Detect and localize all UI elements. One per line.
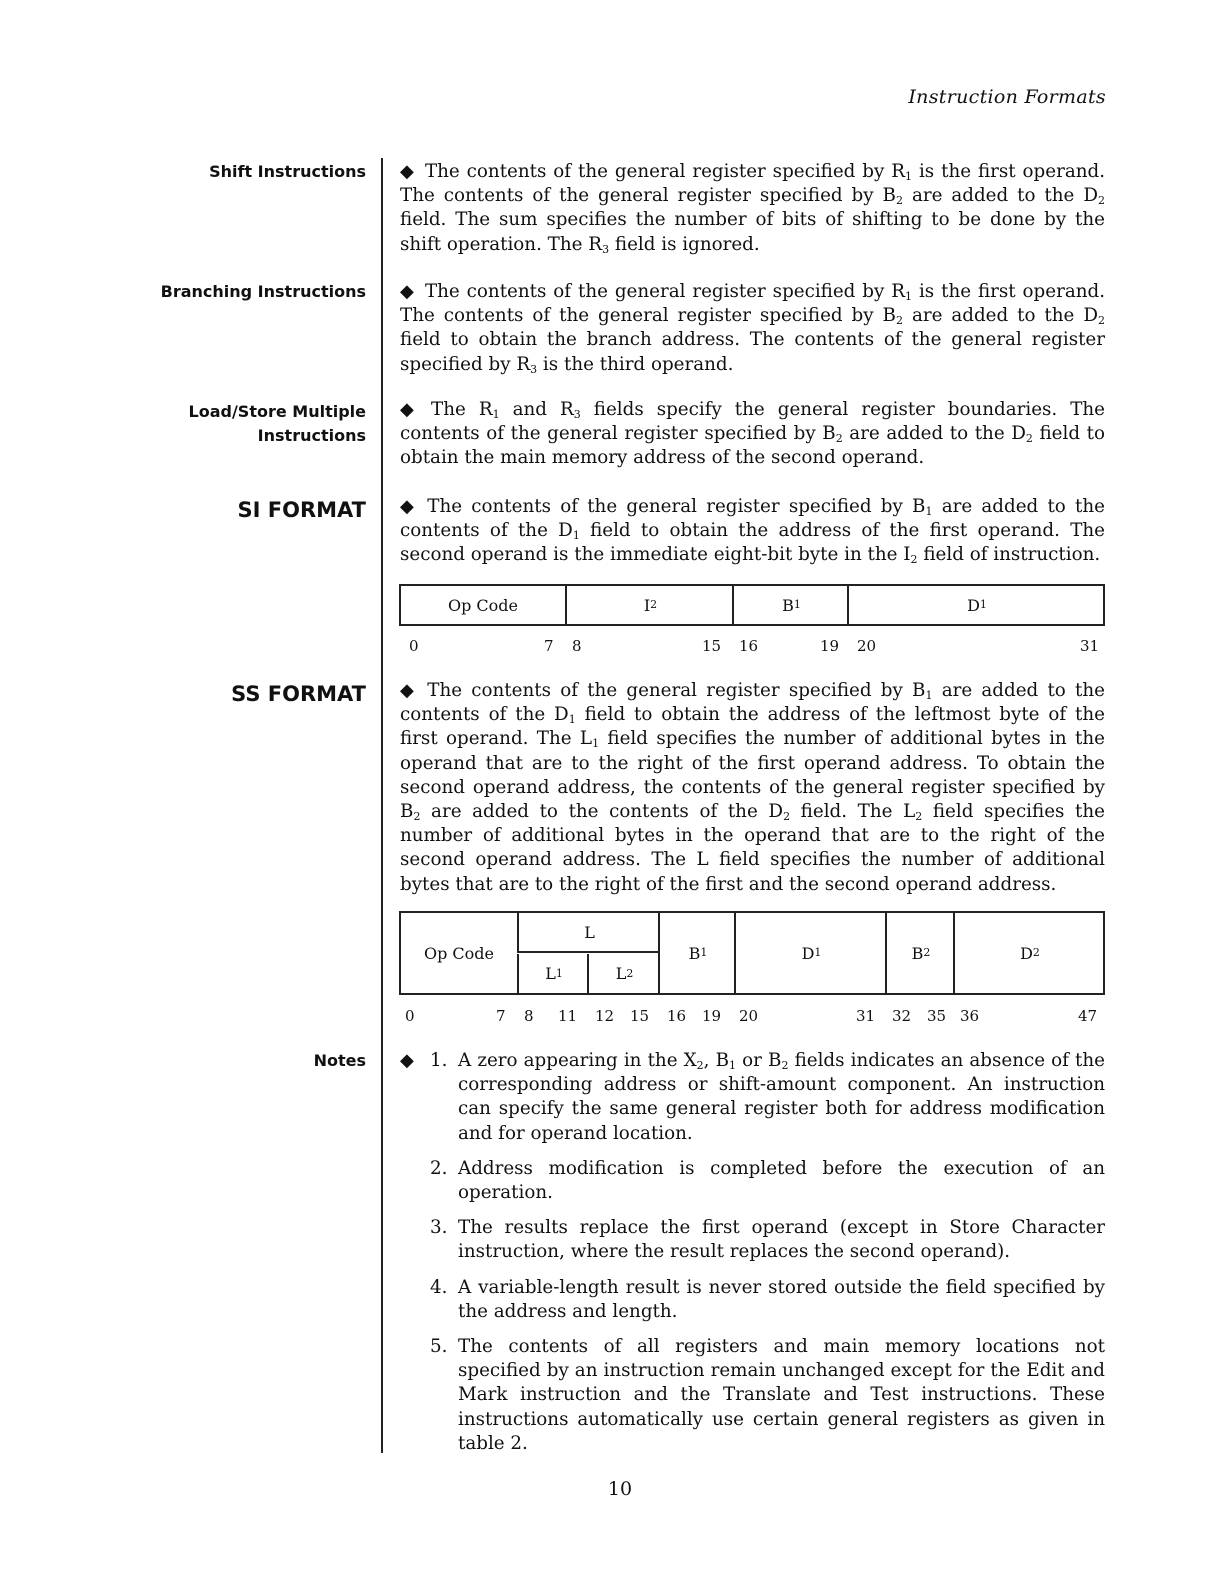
branching-paragraph: ◆ The contents of the general register specified by $R_1$ is the first operand. The contents of the general register specified by $B_2$ are added to the $D_2$ field to obtain the branch address. The contents of the general register specified by $R_3$ is the third operand.	[400, 281, 1106, 376]
si-bit-label: 31	[1080, 637, 1100, 655]
margin-rule	[381, 158, 383, 1453]
bullet-icon: ◆	[400, 161, 415, 182]
list-item: 3. The results replace the first operand (except in Store Character instruction, where the result replaces the second operand).	[430, 1217, 1105, 1263]
side-heading-notes: Notes	[313, 1051, 366, 1070]
ss-bit-label: 47	[1078, 1007, 1098, 1025]
ss-bit-label: 0	[405, 1007, 415, 1025]
ss-bit-label: 19	[702, 1007, 722, 1025]
si-field-opcode: Op Code	[447, 595, 519, 615]
ss-bit-label: 8	[524, 1007, 534, 1025]
bullet-icon: ◆	[400, 1050, 414, 1071]
ss-bit-label: 7	[496, 1007, 506, 1025]
side-heading-shift: Shift Instructions	[209, 162, 366, 181]
list-item: ◆ 1. A zero appearing in the $X_2$, $B_1$ or $B_2$ fields indicates an absence of the corresponding address or shift-amount component. An instruction can specify the same general register both for address modification and for operand location.	[400, 1050, 1105, 1144]
si-bit-label: 20	[857, 637, 877, 655]
running-header: Instruction Formats	[908, 86, 1106, 108]
ss-field-d2: D 2	[953, 913, 1105, 993]
ss-field-l2: L 2	[587, 954, 660, 993]
ss-bit-label: 32	[892, 1007, 912, 1025]
ss-format-diagram	[399, 911, 1105, 995]
bullet-icon: ◆	[400, 399, 422, 420]
si-paragraph: ◆ The contents of the general register specified by $B_1$ are added to the contents of the $D_1$ field to obtain the address of the first operand. The second operand is the immediate eight-bit byte in the $I_2$ field of instruction.	[400, 496, 1105, 567]
ss-bit-label: 11	[558, 1007, 578, 1025]
si-field-i2: I 2	[565, 586, 734, 624]
ss-field-opcode: Op Code	[423, 943, 495, 963]
loadstore-paragraph: ◆ The $R_1$ and $R_3$ fields specify the general register boundaries. The contents of the general register specified by $B_2$ are added to the $D_2$ field to obtain the main memory address of the second operand.	[400, 399, 1105, 469]
list-item: 5. The contents of all registers and main memory locations not specified by an instruction remain unchanged except for the Edit and Mark instruction and the Translate and Test instructions. These instructions automatically use certain general registers as given in table 2.	[430, 1336, 1105, 1454]
ss-bit-label: 36	[960, 1007, 980, 1025]
ss-field-l1: L 1	[517, 954, 589, 993]
bullet-icon: ◆	[400, 680, 418, 701]
page-number: 10	[607, 1478, 633, 1500]
si-format-diagram	[399, 584, 1105, 626]
ss-paragraph: ◆ The contents of the general register specified by $B_1$ are added to the contents of the $D_1$ field to obtain the address of the leftmost byte of the first operand. The $L_1$ field specifies the number of additional bytes in the operand that are to the right of the first operand address. To obtain the second operand address, the contents of the general register specified by $B_2$ are added to the contents of the $D_2$ field. The $L_2$ field specifies the number of additional bytes in the operand that are to the right of the second operand address. The L field specifies the number of additional bytes that are to the right of the first and the second operand address.	[400, 680, 1105, 895]
ss-field-l: L	[517, 913, 660, 953]
si-field-d1: D 1	[847, 586, 1105, 624]
side-heading-loadstore: Load/Store Multiple Instructions	[188, 402, 366, 445]
si-bit-label: 19	[820, 637, 840, 655]
notes-list	[400, 1049, 1105, 1467]
si-bit-label: 15	[702, 637, 722, 655]
side-heading-ss-format: SS FORMAT	[231, 682, 366, 706]
ss-bit-label: 35	[927, 1007, 947, 1025]
list-item: 4. A variable-length result is never stored outside the field specified by the address and length.	[430, 1276, 1105, 1322]
si-bit-label: 8	[572, 637, 582, 655]
ss-field-d1: D 1	[734, 913, 887, 993]
side-heading-branching: Branching Instructions	[160, 282, 366, 301]
si-field-b1: B 1	[732, 586, 849, 624]
ss-bit-label: 31	[856, 1007, 876, 1025]
list-item: 2. Address modification is completed before the execution of an operation.	[430, 1157, 1105, 1204]
ss-field-b2: B 2	[885, 913, 955, 993]
ss-bit-label: 16	[667, 1007, 687, 1025]
shift-paragraph: ◆ The contents of the general register specified by $R_1$ is the first operand. The contents of the general register specified by $B_2$ are added to the $D_2$ field. The sum specifies the number of bits of shifting to be done by the shift operation. The $R_3$ field is ignored.	[400, 161, 1106, 256]
bullet-icon: ◆	[400, 496, 418, 517]
si-bit-label: 0	[409, 637, 419, 655]
bullet-icon: ◆	[400, 281, 415, 302]
side-heading-si-format: SI FORMAT	[237, 498, 366, 522]
si-bit-label: 7	[544, 637, 554, 655]
si-bit-label: 16	[739, 637, 759, 655]
ss-bit-label: 20	[739, 1007, 759, 1025]
ss-field-b1: B 1	[658, 913, 736, 993]
ss-bit-label: 15	[630, 1007, 650, 1025]
ss-bit-label: 12	[595, 1007, 615, 1025]
